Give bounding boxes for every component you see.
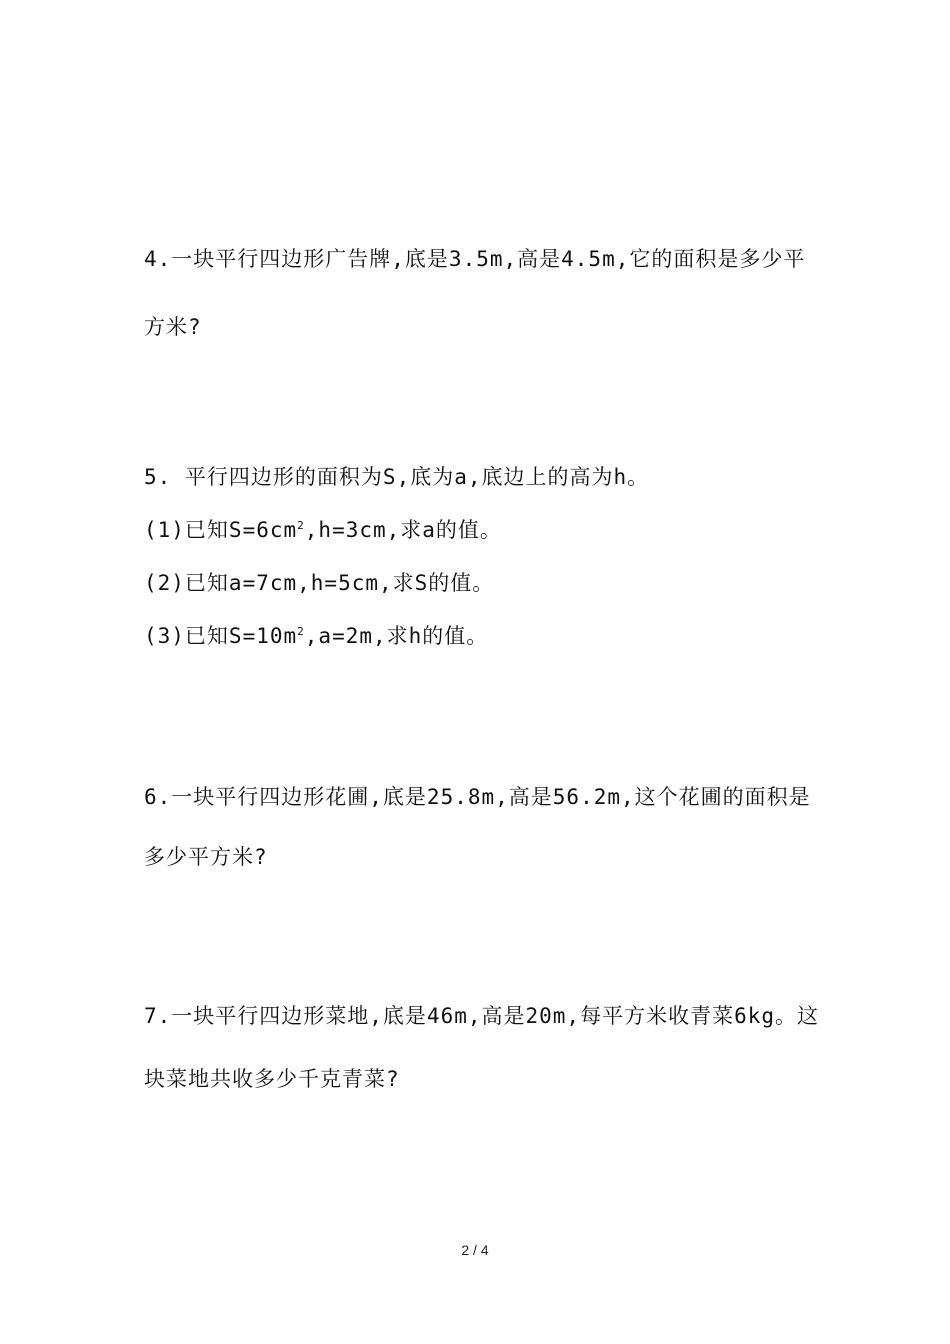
q7-line-1: 7.一块平行四边形菜地,底是46m,高是20m,每平方米收青菜6kg。这	[144, 1004, 820, 1028]
q4-line-1: 4.一块平行四边形广告牌,底是3.5m,高是4.5m,它的面积是多少平	[144, 247, 806, 271]
q5-part-2: (2)已知a=7cm,h=5cm,求S的值。	[144, 571, 495, 595]
q5-part-1	[144, 515, 502, 545]
q5-part-3-text-b: ,a=2m,求h的值。	[304, 624, 489, 648]
q7-line-2: 块菜地共收多少千克青菜?	[144, 1067, 400, 1091]
page-number: 2 / 4	[461, 1242, 489, 1258]
q6-line-2: 多少平方米?	[144, 845, 268, 869]
q5-part-3-superscript: 2	[297, 625, 305, 638]
q6-line-1: 6.一块平行四边形花圃,底是25.8m,高是56.2m,这个花圃的面积是	[144, 785, 811, 809]
q5-part-3-text-a: (3)已知S=10m	[144, 624, 298, 648]
q5-intro: 5. 平行四边形的面积为S,底为a,底边上的高为h。	[144, 465, 650, 489]
q5-part-1-superscript: 2	[297, 519, 305, 532]
q5-part-3	[144, 621, 488, 651]
q4-line-2: 方米?	[144, 315, 202, 339]
q5-part-1-text-b: ,h=3cm,求a的值。	[304, 518, 502, 542]
q5-part-1-text-a: (1)已知S=6cm	[144, 518, 298, 542]
